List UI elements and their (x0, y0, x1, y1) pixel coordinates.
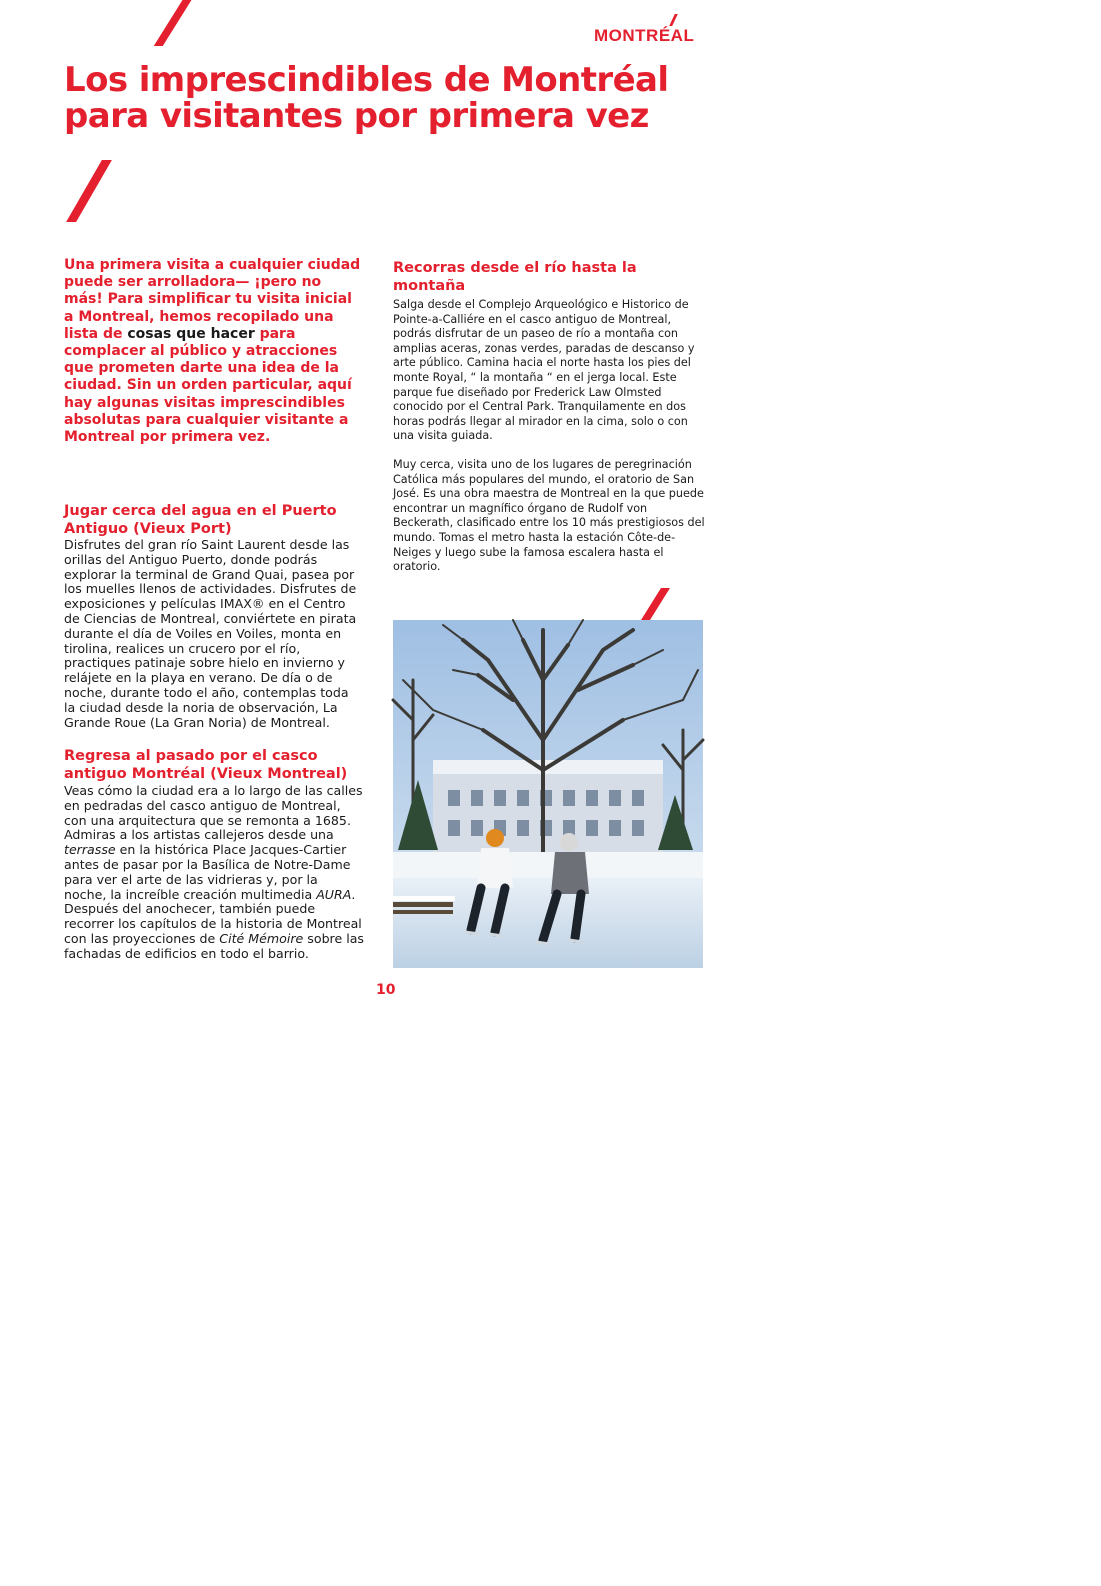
page-title: Los imprescindibles de Montréal para visitantes por primera vez (64, 60, 669, 136)
skating-photo-illustration (393, 620, 703, 968)
casco-aura: AURA (316, 886, 352, 902)
section-body-casco (64, 784, 364, 962)
casco-text-d: sobre las fachadas de edificios en todo el barrio. (64, 930, 364, 961)
things-to-do-link[interactable]: cosas que hacer (127, 325, 255, 342)
skating-photo (393, 620, 1097, 1586)
section-heading-casco: Regresa al pasado por el casco antiguo Montréal (Vieux Montreal) (64, 748, 348, 782)
section-body-rio-2: Muy cerca, visita uno de los lugares de peregrinación Católica más populares del mundo, el oratorio de San José. Es una obra maestra de Montreal en la que puede encontrar un magnífico órgano de Rudolf von Beckerath, clasificado entre los 10 más prestigiosos del mundo. Tomas el metro hasta la estación Côte-de-Neiges y luego sube la famosa escalera hasta el oratorio. (393, 458, 705, 574)
intro-paragraph (64, 257, 364, 446)
decorative-slash-mid (66, 160, 112, 222)
section-body-rio-1: Salga desde el Complejo Arqueológico e Historico de Pointe-a-Calliére en el casco antiguo de Montreal, podrás disfrutar de un paseo de río a montaña con amplias aceras, zonas verdes, paradas de descanso y arte público. Camina hacia el norte hasta los pies del monte Royal, “ la montaña “ en el jerga local. Este parque fue diseñado por Frederick Law Olmsted conocido por el Central Park. Tranquilamente en dos horas podrás llegar al mirador en la cima, solo o con una visita guiada. (393, 298, 695, 443)
casco-cite-memoire: Cité Mémoire (219, 930, 304, 946)
page-number: 10 (376, 982, 396, 998)
intro-text-2: para complacer al público (64, 325, 296, 360)
intro-text-3: y atracciones que prometen darte una idea de la ciudad. Sin un orden particular, aquí hay algunas visitas imprescindibles absolutas para cualquier visitante a Montreal por primera vez. (64, 343, 352, 446)
photo-credit: © TOURISME MONTRÉAL (1081, 1529, 1097, 1586)
casco-text-a: Veas cómo la ciudad era a lo largo de las calles en pedradas del casco antiguo de Montreal, con una arquitectura que se remonta a 1685. Admiras a los artistas callejeros desde una (64, 783, 363, 843)
section-heading-puerto: Jugar cerca del agua en el Puerto Antiguo (Vieux Port) (64, 503, 337, 537)
casco-text-c: . Después del anochecer, también puede recorrer los capítulos de la historia de Montreal con las proyecciones de (64, 886, 362, 946)
montreal-logo: MONTRÉAL (594, 26, 695, 45)
decorative-slash-top (154, 0, 195, 46)
casco-text-b: en la histórica Place Jacques-Cartier antes de pasar por la Basílica de Notre-Dame para ver el arte de las vidrieras y, por la noche, la increíble creación multimedia (64, 842, 351, 902)
logo-accent (669, 14, 678, 26)
casco-terrasse: terrasse (64, 842, 116, 858)
intro-text-1: Una primera visita a cualquier ciudad puede ser arrolladora— ¡pero no más! Para simplificar tu visita inicial a Montreal, hemos recopilado una lista de (64, 257, 361, 342)
section-body-puerto: Disfrutes del gran río Saint Laurent desde las orillas del Antiguo Puerto, donde podrás explorar la terminal de Grand Quai, pasea por los muelles llenos de actividades. Disfrutes de exposiciones y películas IMAX® en el Centro de Ciencias de Montreal, conviértete en pirata durante el día de Voiles en Voiles, monta en tirolina, realices un crucero por el río, practiques patinaje sobre hielo en invierno y relájete en la playa en verano. De día o de noche, durante todo el año, contemplas toda la ciudad desde la noria de observación, La Grande Roue (La Gran Noria) de Montreal. (64, 537, 357, 730)
section-heading-rio: Recorras desde el río hasta la montaña (393, 260, 637, 294)
